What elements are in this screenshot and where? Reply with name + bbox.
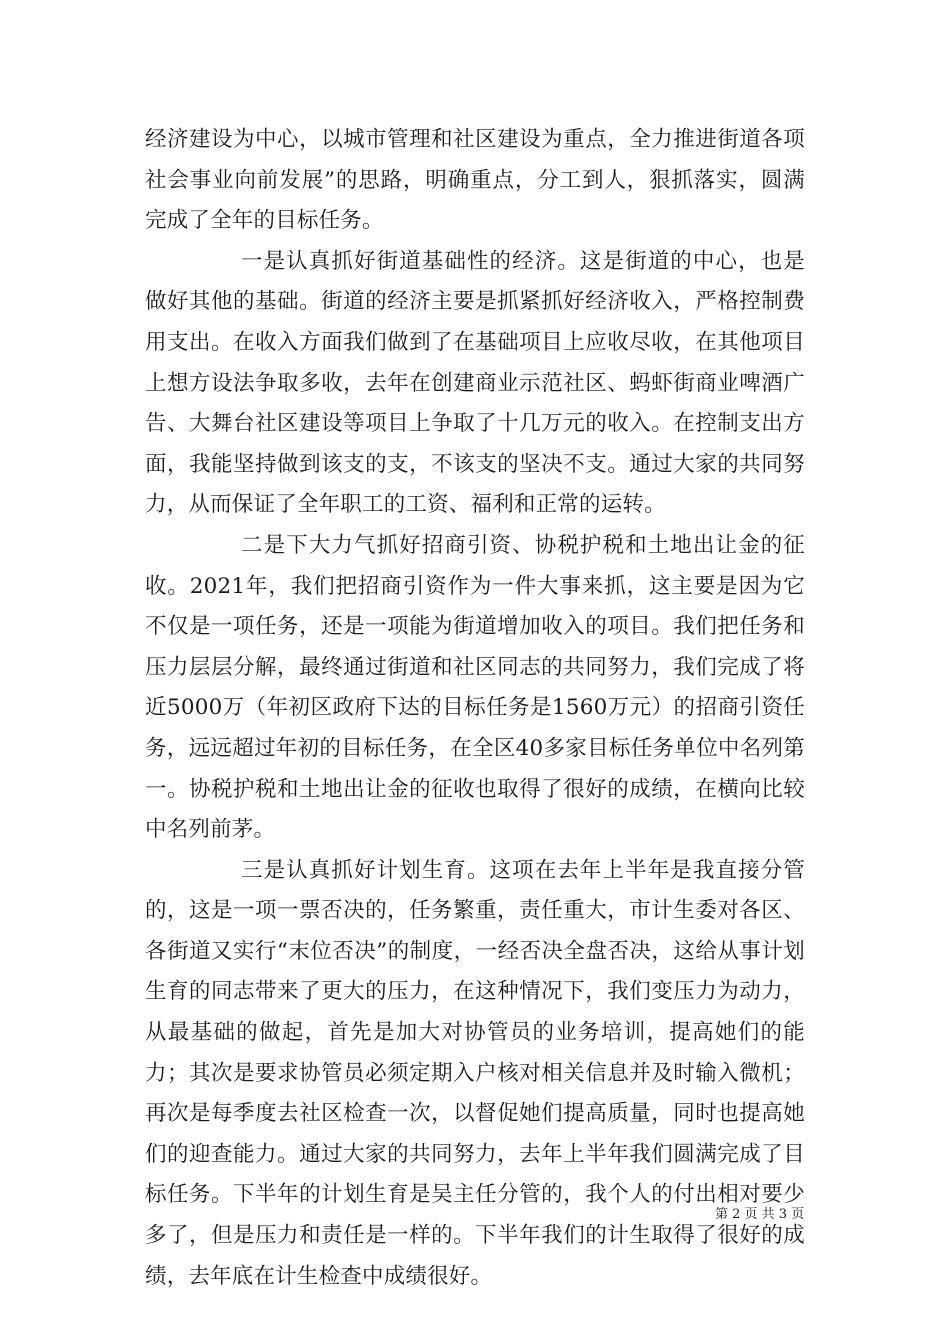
page-number-footer: 第 2 页 共 3 页 xyxy=(715,1207,805,1222)
paragraph-family-planning: 三是认真抓好计划生育。这项在去年上半年是我直接分管的，这是一项一票否决的，任务繁重，责任重大，市计生委对各区、各街道又实行“末位否决”的制度，一经否决全盘否决，这给从事计划生育的同志带来了更大的压力，在这种情况下，我们变压力为动力，从最基础的做起，首先是加大对协管员的业务培训，提高她们的能力；其次是要求协管员必须定期入户核对相关信息并及时输入微机；再次是每季度去社区检查一次，以督促她们提高质量，同时也提高她们的迎查能力。通过大家的共同努力，去年上半年我们圆满完成了目标任务。下半年的计划生育是吴主任分管的，我个人的付出相对要少多了，但是压力和责任是一样的。下半年我们的计生取得了很好的成绩，去年底在计生检查中成绩很好。 xyxy=(145,857,805,1289)
paragraph-economy: 一是认真抓好街道基础性的经济。这是街道的中心，也是做好其他的基础。街道的经济主要是抓紧抓好经济收入，严格控制费用支出。在收入方面我们做到了在基础项目上应收尽收，在其他项目上想方设法争取多收，去年在创建商业示范社区、蚂虾街商业啤酒广告、大舞台社区建设等项目上争取了十几万元的收入。在控制支出方面，我能坚持做到该支的支，不该支的坚决不支。通过大家的共同努力，从而保证了全年职工的工资、福利和正常的运转。 xyxy=(145,248,805,518)
paragraph-investment: 二是下大力气抓好招商引资、协税护税和土地出让金的征收。2021年，我们把招商引资作为一件大事来抓，这主要是因为它不仅是一项任务，还是一项能为街道增加收入的项目。我们把任务和压力层层分解，最终通过街道和社区同志的共同努力，我们完成了将近5000万（年初区政府下达的目标任务是1560万元）的招商引资任务，远远超过年初的目标任务，在全区40多家目标任务单位中名列第一。协税护税和土地出让金的征收也取得了很好的成绩，在横向比较中名列前茅。 xyxy=(145,532,805,843)
paragraph-continuation: 经济建设为中心，以城市管理和社区建设为重点，全力推进街道各项社会事业向前发展”的思路，明确重点，分工到人，狠抓落实，圆满完成了全年的目标任务。 xyxy=(145,127,805,234)
body-text xyxy=(145,120,805,1297)
